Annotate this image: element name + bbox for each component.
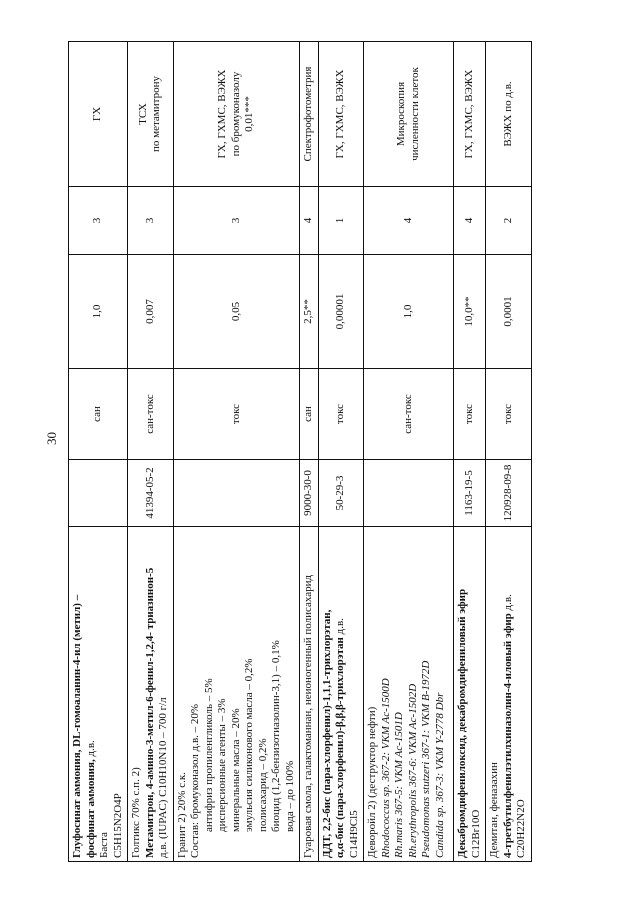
table-row (486, 42, 532, 862)
substance-name: Гуаровая смола, галактоманнан, неионогенный полисахарид (302, 574, 314, 858)
analysis-method: ВЭЖХ по д.в. (486, 42, 532, 187)
limit-value: 0,0001 (486, 255, 532, 369)
hazard-class: 4 (454, 187, 486, 255)
composition-item: вода – до 100% (283, 760, 296, 832)
strain-item: Pseudomonas stutzeri 367-1: VKM B-1972D (420, 660, 432, 858)
strain-item: Candida sp. 367-3: VKM Y-2778 Dbr (433, 692, 446, 858)
limit-value: 0,00001 (318, 255, 364, 369)
substance-name-cell (69, 527, 128, 862)
analysis-method: Микроскопия численности клеток (364, 42, 454, 187)
chemical-formula: C14H9Cl5 (347, 810, 360, 858)
cas-number: 1163-19-5 (454, 460, 486, 527)
hazard-class: 3 (69, 187, 128, 255)
hazard-indicator: токс (454, 369, 486, 460)
hazard-class: 3 (173, 187, 300, 255)
analysis-method: ГХ (69, 42, 128, 187)
strain-item: Rh.erythropolis 367-6: VKM Ac-1502D (406, 683, 419, 858)
hazard-indicator: сан-токс (128, 369, 174, 460)
hazard-class: 1 (318, 187, 364, 255)
substance-name: Декабромдифенилоксид, декабромдифениловый эфир (456, 588, 468, 858)
substance-name: Метамитрон, 4-амино-3-метил-6-фенил-1,2,4- триазинон-5 (143, 567, 156, 858)
chemical-formula: д.в. (IUPAC) C10H10N10 – 700 г/л (157, 697, 169, 858)
trade-name: Голтикс 70% с.п. 2) (130, 767, 142, 858)
composition-item: антифриз пропиленгликоль – 5% (202, 678, 215, 832)
hazard-class: 4 (364, 187, 454, 255)
substance-name: ДДТ, 2,2-бис (пара-хлорфенил)-1,1,1-трихлорэтан, (320, 609, 333, 858)
cas-number: 9000-30-0 (300, 460, 319, 527)
hazard-table-sheet (68, 42, 527, 862)
analysis-method: ГХ, ГХМС, ВЭЖХ (454, 42, 486, 187)
composition-item: полисахарид – 0,2% (256, 738, 269, 832)
hazard-indicator: сан (300, 369, 319, 460)
limit-value: 2,5** (300, 255, 319, 369)
page-number: 30 (44, 432, 59, 445)
chemical-formula: C20H22N2O (515, 799, 527, 858)
table-row (69, 42, 128, 862)
cas-number (69, 460, 128, 527)
analysis-method: ТСХ по метамитрону (128, 42, 174, 187)
hazard-class: 2 (486, 187, 532, 255)
trade-name: Демитан, феназахин (488, 762, 500, 858)
trade-name: Баста (98, 832, 110, 858)
analysis-method: Спектрофотометрия (300, 42, 319, 187)
substance-name-cell (128, 527, 174, 862)
composition-item: биоцид (1,2-бензизотиазолин-3,1) – 0,1% (270, 640, 282, 832)
table-row (454, 42, 486, 862)
composition-item: минеральные масла – 20% (229, 708, 242, 832)
cas-number: 41394-05-2 (128, 460, 174, 527)
analysis-method: ГХ, ГХМС, ВЭЖХ (318, 42, 364, 187)
strain-item: Rhodococcus sp. 367-2: VKM Ac-1500D (379, 678, 392, 858)
table-row (128, 42, 174, 862)
substance-name-cell (454, 527, 486, 862)
chemical-formula: C12Br10O (469, 809, 482, 858)
chemical-formula: C5H15N2O4P (111, 793, 124, 858)
limit-value: 0,007 (128, 255, 174, 369)
substance-name-cell (318, 527, 364, 862)
substance-name-cell (173, 527, 300, 862)
limit-value: 10,0** (454, 255, 486, 369)
composition-item: эмульсия силиконового масла – 0,2% (243, 658, 255, 832)
table-row (318, 42, 364, 862)
hazard-indicator: сан (69, 369, 128, 460)
hazard-indicator: токс (486, 369, 532, 460)
composition-item: дисперсионные агенты – 3% (216, 698, 228, 832)
cas-number (364, 460, 454, 527)
strain-item: Rh.maris 367-5: VKM Ac-1501D (393, 712, 405, 858)
hazard-class: 4 (300, 187, 319, 255)
composition-header: Состав: бромуконазол д.в. – 20% (189, 703, 201, 858)
table-row (300, 42, 319, 862)
cas-number: 50-29-3 (318, 460, 364, 527)
limit-value: 0,05 (173, 255, 300, 369)
substance-name: фосфинат аммония, д.в. (84, 740, 97, 858)
cas-number (173, 460, 300, 527)
trade-name: Гранит 2) 20% с.к. (175, 772, 188, 858)
analysis-method: ГХ, ГХМС, ВЭЖХ по бромуконазолу 0,01*** (173, 42, 300, 187)
cas-number: 120928-09-8 (486, 460, 532, 527)
table-row (364, 42, 454, 862)
hazard-indicator: токс (318, 369, 364, 460)
hazard-indicator: сан-токс (364, 369, 454, 460)
table-row (173, 42, 300, 862)
hazard-class: 3 (128, 187, 174, 255)
substance-table (68, 41, 532, 862)
substance-name: Глуфосинат аммония, DL-гомоаланин-4-ил (метил) – (71, 594, 83, 858)
substance-name-cell (486, 527, 532, 862)
substance-name-cell (364, 527, 454, 862)
limit-value: 1,0 (364, 255, 454, 369)
limit-value: 1,0 (69, 255, 128, 369)
substance-name-cell (300, 527, 319, 862)
substance-name: α,α-бис (пара-хлорфенил)-β,β,β-трихлорэтан д.в. (334, 618, 346, 858)
substance-name: 4-третбутилфенилэтилхиназолин-4-иловый эфир д.в. (501, 594, 514, 858)
hazard-indicator: токс (173, 369, 300, 460)
trade-name: Деворойл 2) (деструктор нефти) (366, 706, 378, 858)
